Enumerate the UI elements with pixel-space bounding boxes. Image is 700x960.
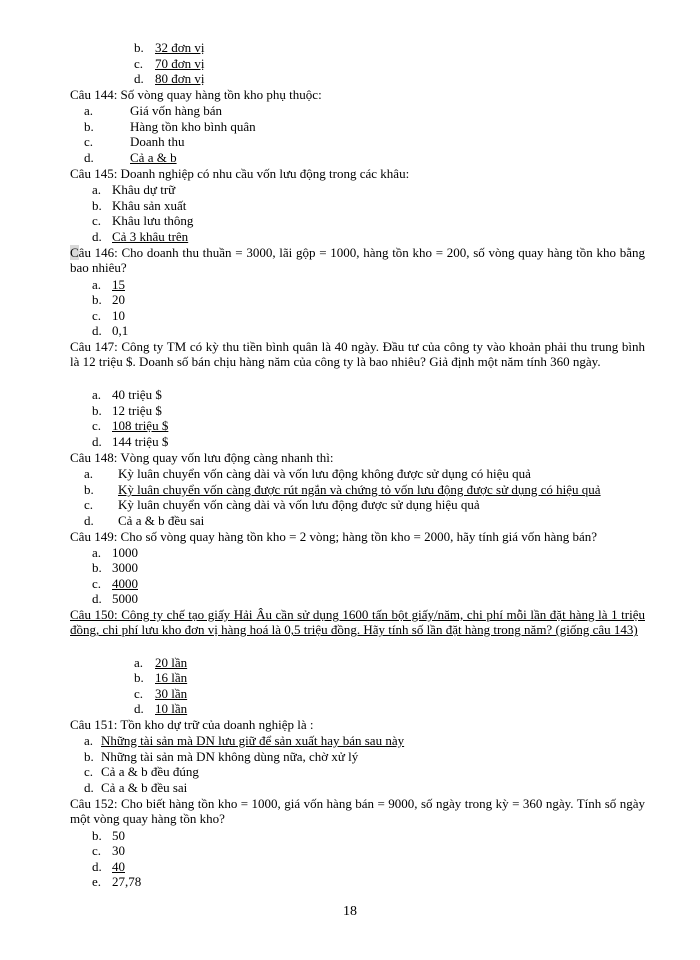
option-label: d. (92, 229, 102, 244)
option-label: b. (84, 749, 94, 764)
question-147: Câu 147: Công ty TM có kỳ thu tiền bình quân là 40 ngày. Đầu tư của công ty vào khoản phải thu trung bình là 12 triệu $. Doanh số bán chịu hàng năm của công ty là bao nhiêu? Giả định một năm tính 360 ngày. (70, 339, 645, 370)
option-text: Kỳ luân chuyển vốn càng dài và vốn lưu động không được sử dụng có hiệu quả (118, 466, 531, 481)
option-text: Khâu dự trữ (112, 182, 176, 197)
option-label: c. (84, 497, 94, 512)
question-148: Câu 148: Vòng quay vốn lưu động càng nhanh thì: (70, 450, 334, 465)
option-label: c. (92, 576, 102, 591)
option-label: a. (92, 277, 102, 292)
option-text: 3000 (112, 560, 138, 575)
option-label: b. (92, 560, 102, 575)
question-152: Câu 152: Cho biết hàng tồn kho = 1000, giá vốn hàng bán = 9000, số ngày trong kỳ = 360 ngày. Tính số ngày một vòng quay hàng tồn kho? (70, 796, 645, 827)
option-text: 70 đơn vị (155, 56, 205, 71)
option-text: Kỳ luân chuyển vốn càng dài và vốn lưu động được sử dụng hiệu quả (118, 497, 480, 512)
option-text: Doanh thu (130, 134, 185, 149)
option-label: b. (92, 198, 102, 213)
option-label: b. (92, 292, 102, 307)
option-text: Giá vốn hàng bán (130, 103, 223, 118)
option-label: c. (92, 843, 102, 858)
option-label: b. (84, 119, 94, 134)
option-text: Những tài sản mà DN lưu giữ để sản xuất hay bán sau này (101, 733, 405, 748)
option-text: Cả a & b đều sai (101, 780, 188, 795)
option-text: 10 (112, 308, 125, 323)
option-label: d. (92, 591, 102, 606)
question-145: Câu 145: Doanh nghiệp có nhu cầu vốn lưu động trong các khâu: (70, 166, 410, 181)
option-text: Cả a & b đều sai (118, 513, 205, 528)
option-text: 30 lần (155, 686, 188, 701)
question-150: Câu 150: Công ty chế tạo giấy Hải Âu cần sử dụng 1600 tấn bột giấy/năm, chi phí mỗi lần đặt hàng là 1 triệu đồng, chi phí lưu kho đơn vị hàng hoá là 0,5 triệu đồng. Hãy tính số lần đặt hàng trong năm? (giống câu 143) (70, 607, 645, 638)
option-label: a. (134, 655, 144, 670)
option-label: c. (134, 686, 144, 701)
option-text: 5000 (112, 591, 138, 606)
option-text: 144 triệu $ (112, 434, 169, 449)
option-text: 1000 (112, 545, 138, 560)
highlight-mark: C (70, 245, 79, 260)
option-label: b. (92, 828, 102, 843)
option-label: a. (92, 387, 102, 402)
question-146 (70, 245, 645, 276)
option-text: 20 lần (155, 655, 188, 670)
option-label: c. (134, 56, 144, 71)
option-label: d. (84, 780, 94, 795)
option-label: a. (92, 545, 102, 560)
option-text: 80 đơn vị (155, 71, 205, 86)
option-label: b. (84, 482, 94, 497)
option-label: c. (92, 213, 102, 228)
option-text: 108 triệu $ (112, 418, 169, 433)
option-text: 20 (112, 292, 125, 307)
option-label: d. (84, 513, 94, 528)
option-text: Những tài sản mà DN không dùng nữa, chờ xử lý (101, 749, 359, 764)
option-text: 40 (112, 859, 125, 874)
option-label: c. (84, 134, 94, 149)
question-151: Câu 151: Tồn kho dự trữ của doanh nghiệp là : (70, 717, 314, 732)
option-text: 40 triệu $ (112, 387, 162, 402)
option-text: 15 (112, 277, 125, 292)
question-144: Câu 144: Số vòng quay hàng tồn kho phụ thuộc: (70, 87, 322, 102)
option-text: Kỳ luân chuyển vốn càng được rút ngắn và chứng tỏ vốn lưu động được sử dụng có hiệu quả (118, 482, 601, 497)
option-text: Hàng tồn kho bình quân (130, 119, 256, 134)
option-label: a. (84, 103, 94, 118)
option-label: c. (92, 308, 102, 323)
option-text: 0,1 (112, 323, 129, 338)
option-label: a. (92, 182, 102, 197)
option-text: 10 lần (155, 701, 188, 716)
option-text: 27,78 (112, 874, 142, 889)
option-label: a. (84, 733, 94, 748)
option-text: 12 triệu $ (112, 403, 162, 418)
option-label: c. (92, 418, 102, 433)
question-146-text: âu 146: Cho doanh thu thuần = 3000, lãi gộp = 1000, hàng tồn kho = 200, số vòng quay hàng tồn kho bằng bao nhiêu? (70, 245, 645, 276)
option-text: 4000 (112, 576, 138, 591)
option-label: b. (134, 40, 144, 55)
option-label: d. (92, 434, 102, 449)
option-text: Cả a & b đều đúng (101, 764, 199, 779)
option-label: b. (92, 403, 102, 418)
option-text: 30 (112, 843, 125, 858)
option-label: d. (92, 323, 102, 338)
question-149: Câu 149: Cho số vòng quay hàng tồn kho = 2 vòng; hàng tồn kho = 2000, hãy tính giá vốn hàng bán? (70, 529, 598, 544)
option-label: a. (84, 466, 94, 481)
option-text: 32 đơn vị (155, 40, 205, 55)
page-number: 18 (343, 904, 357, 919)
option-text: Khâu lưu thông (112, 213, 194, 228)
option-label: c. (84, 764, 94, 779)
option-label: d. (134, 71, 144, 86)
option-text: Cả a & b (130, 150, 177, 165)
option-label: d. (134, 701, 144, 716)
option-label: e. (92, 874, 102, 889)
option-label: d. (92, 859, 102, 874)
option-label: b. (134, 670, 144, 685)
option-text: 50 (112, 828, 125, 843)
option-text: Cả 3 khâu trên (112, 229, 189, 244)
option-label: d. (84, 150, 94, 165)
option-text: Khâu sản xuất (112, 198, 187, 213)
option-text: 16 lần (155, 670, 188, 685)
